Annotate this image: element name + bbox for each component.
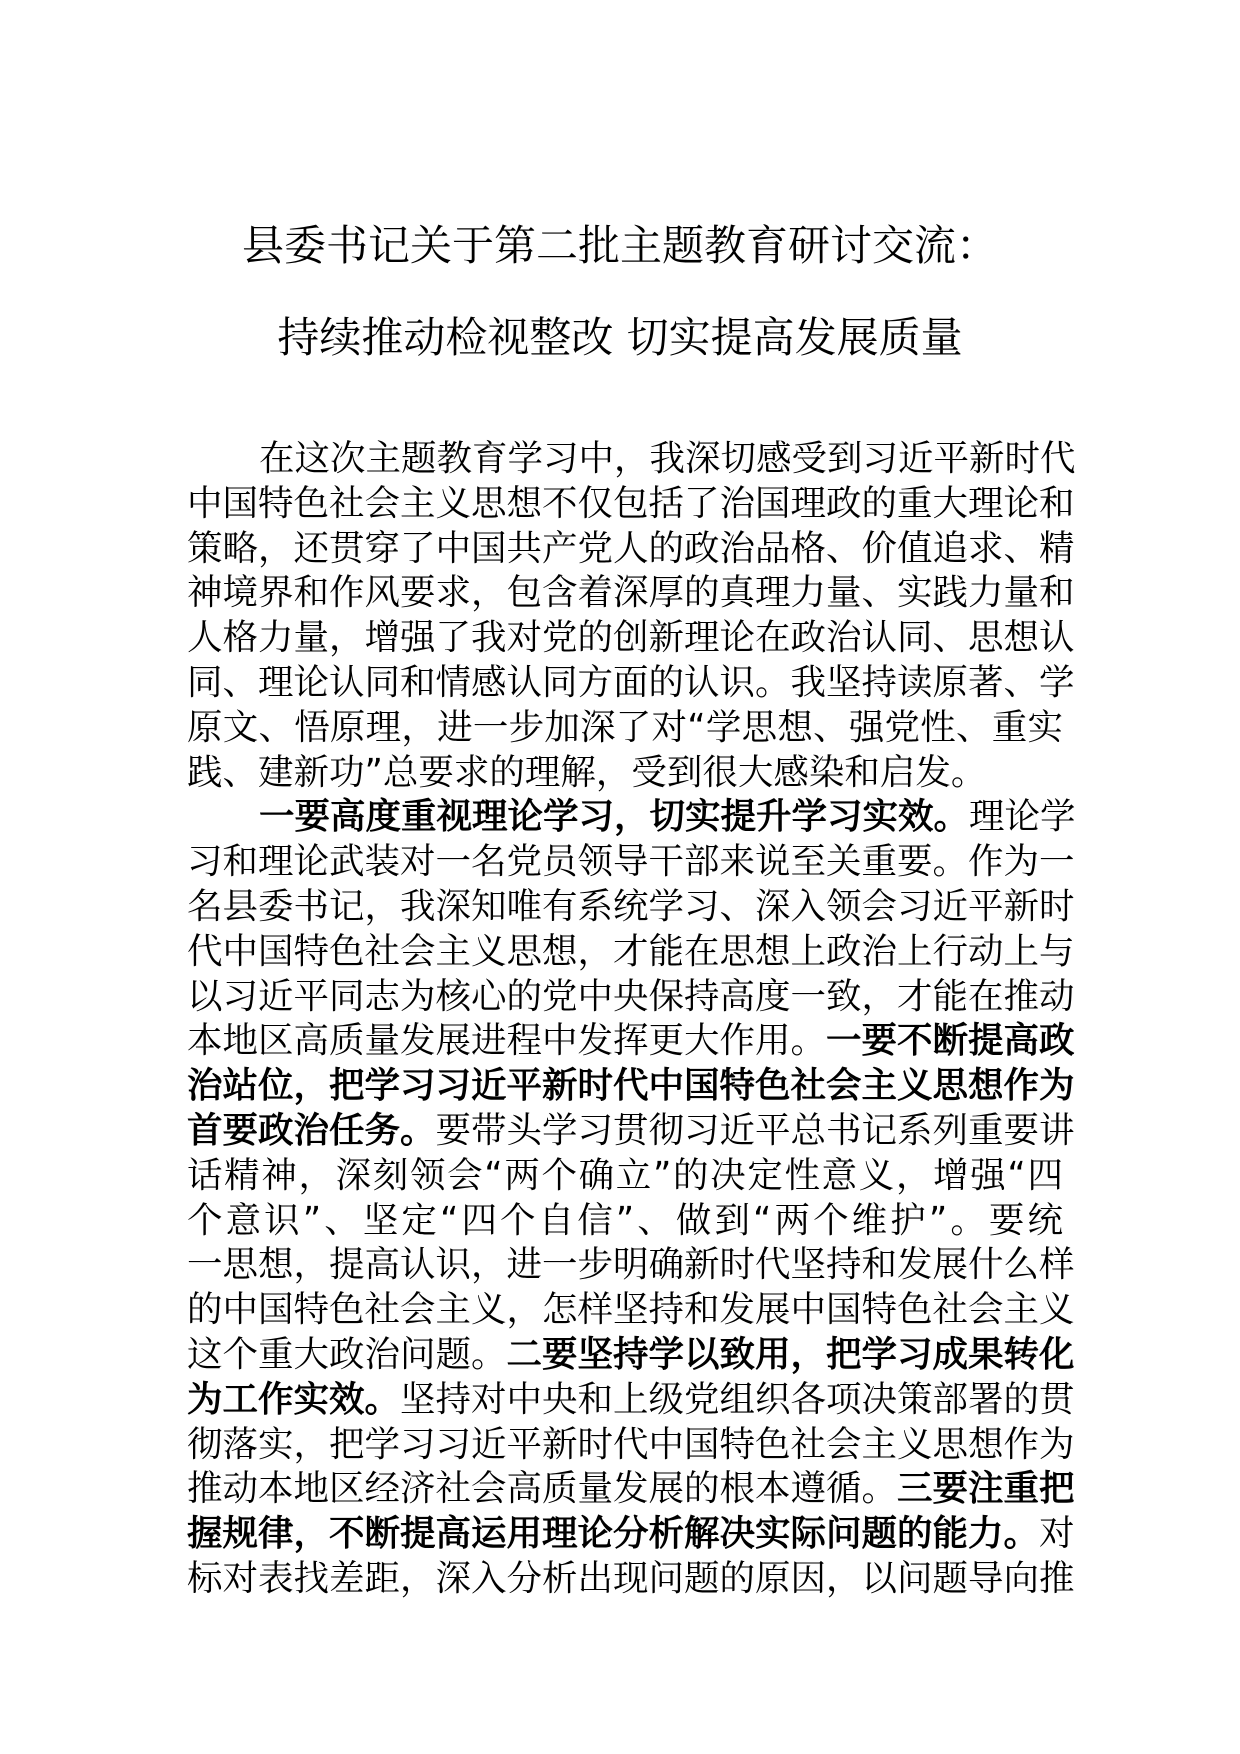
text-line xyxy=(187,1154,1063,1199)
text-line xyxy=(187,1333,1075,1378)
body-text: 本地区高质量发展进程中发挥更大作用。 xyxy=(187,1020,827,1062)
body-text: 标对表找差距，深入分析出现问题的原因，以问题导向推 xyxy=(187,1557,1075,1599)
bold-text: 首要政治任务。 xyxy=(187,1109,436,1151)
body-text: 坚持对中央和上级党组织各项决策部署的贯 xyxy=(400,1378,1075,1420)
text-line xyxy=(187,975,1075,1020)
text-line xyxy=(187,527,1075,572)
text-line xyxy=(187,885,1075,930)
bold-text: 治站位，把学习习近平新时代中国特色社会主义思想作为 xyxy=(187,1065,1075,1107)
body-text: 这个重大政治问题。 xyxy=(187,1333,507,1375)
bold-text: 二要坚持学以致用，把学习成果转化 xyxy=(506,1333,1075,1375)
body-text: 同、理论认同和情感认同方面的认识。我坚持读原著、学 xyxy=(187,661,1075,703)
text-line xyxy=(187,1423,1075,1468)
text-line xyxy=(187,840,1075,885)
body-text: 策略，还贯穿了中国共产党人的政治品格、价值追求、精 xyxy=(187,527,1075,569)
body-text: 践、建新功”总要求的理解，受到很大感染和启发。 xyxy=(187,751,987,793)
text-line xyxy=(187,930,1075,975)
body-text: 对 xyxy=(1039,1513,1075,1555)
text-line xyxy=(187,482,1075,527)
text-line xyxy=(187,1467,1075,1512)
body-text: 个意识”、坚定“四个自信”、做到“两个维护”。要统 xyxy=(187,1199,1063,1241)
text-line xyxy=(187,1512,1075,1557)
text-line xyxy=(187,1557,1075,1602)
text-line xyxy=(187,1019,1075,1064)
body-text: 神境界和作风要求，包含着深厚的真理力量、实践力量和 xyxy=(187,572,1075,614)
text-line xyxy=(187,795,1076,840)
body-text: 名县委书记，我深知唯有系统学习、深入领会习近平新时 xyxy=(187,885,1075,927)
text-line xyxy=(187,437,1076,482)
bold-text: 握规律，不断提高运用理论分析解决实际问题的能力。 xyxy=(187,1513,1040,1555)
body-text: 要带头学习贯彻习近平总书记系列重要讲 xyxy=(435,1109,1075,1151)
text-line xyxy=(187,616,1075,661)
text-line xyxy=(187,1288,1075,1333)
body-text: 一思想，提高认识，进一步明确新时代坚持和发展什么样 xyxy=(187,1244,1075,1286)
body-text: 在这次主题教育学习中，我深切感受到习近平新时代 xyxy=(259,438,1076,479)
body-text: 的中国特色社会主义，怎样坚持和发展中国特色社会主义 xyxy=(187,1289,1075,1331)
text-line xyxy=(187,661,1075,706)
document-title-line-1: 县委书记关于第二批主题教育研讨交流： xyxy=(241,221,998,270)
bold-text: 为工作实效。 xyxy=(187,1378,401,1420)
bold-text: 一要不断提高政 xyxy=(826,1020,1075,1062)
text-line xyxy=(187,1378,1075,1423)
text-line xyxy=(187,571,1075,616)
text-line xyxy=(187,1199,1063,1244)
body-text: 原文、悟原理，进一步加深了对“学思想、强党性、重实 xyxy=(187,706,1063,748)
body-text: 彻落实，把学习习近平新时代中国特色社会主义思想作为 xyxy=(187,1423,1075,1465)
document-title-line-2: 持续推动检视整改 切实提高发展质量 xyxy=(277,313,963,362)
text-line xyxy=(187,706,1063,751)
body-text: 以习近平同志为核心的党中央保持高度一致，才能在推动 xyxy=(187,975,1075,1017)
body-text: 话精神，深刻领会“两个确立”的决定性意义，增强“四 xyxy=(187,1154,1063,1196)
body-text: 理论学 xyxy=(969,796,1076,838)
text-line xyxy=(187,1243,1075,1288)
bold-text: 一要高度重视理论学习，切实提升学习实效。 xyxy=(259,796,970,838)
document-body xyxy=(187,437,1076,1602)
body-text: 人格力量，增强了我对党的创新理论在政治认同、思想认 xyxy=(187,617,1075,659)
text-line xyxy=(187,751,1063,796)
text-line xyxy=(187,1064,1075,1109)
body-text: 中国特色社会主义思想不仅包括了治国理政的重大理论和 xyxy=(187,482,1075,524)
body-text: 代中国特色社会主义思想，才能在思想上政治上行动上与 xyxy=(187,930,1075,972)
body-text: 推动本地区经济社会高质量发展的根本遵循。 xyxy=(187,1468,898,1510)
text-line xyxy=(187,1109,1075,1154)
bold-text: 三要注重把 xyxy=(897,1468,1075,1510)
body-text: 习和理论武装对一名党员领导干部来说至关重要。作为一 xyxy=(187,841,1075,883)
